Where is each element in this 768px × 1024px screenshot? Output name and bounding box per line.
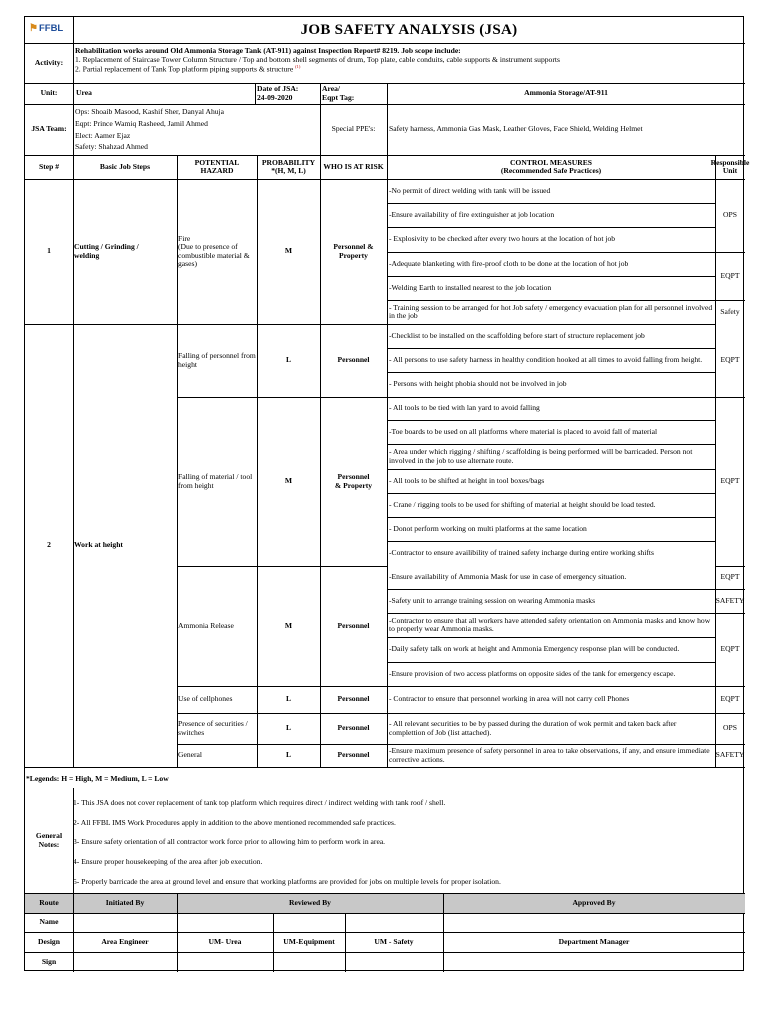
control-measure: -No permit of direct welding with tank will be issued (389, 185, 551, 195)
hazard: Fire (Due to presence of combustible material & gases) (178, 233, 250, 268)
team-member: Eqpt: Prince Wamiq Rasheed, Jamil Ahmed (75, 118, 208, 128)
control-measure: -Ensure availability of fire extinguisher at job location (389, 209, 555, 219)
responsible-unit: EQPT (720, 476, 740, 486)
probability: M (284, 620, 293, 630)
control-measure: -Adequate blanketing with fire-proof cloth to be done at the location of hot job (389, 258, 629, 268)
general-note: 3- Ensure safety orientation of all contractor work force prior to allowing him to perform work in area. (73, 837, 386, 846)
team-member: Safety: Shahzad Ahmed (75, 142, 148, 152)
who-at-risk: Personnel & Property (334, 472, 373, 490)
control-measure: - Area under which rigging / shifting / scaffolding is being performed will be barricaded. Person not involved in the job to use alternate route. (389, 447, 693, 465)
responsible-unit: EQPT (720, 355, 740, 365)
name-row-label: Name (39, 917, 59, 927)
design-row-label: Design (38, 936, 60, 946)
responsible-unit: OPS (723, 210, 737, 220)
control-measure: - All tools to be shifted at height in tool boxes/bags (389, 475, 545, 485)
design-um-equipment: UM-Equipment (283, 936, 335, 946)
responsible-unit: SAFETY (715, 595, 745, 605)
logo-text: FFBL (38, 22, 64, 34)
who-at-risk: Personnel & Property (333, 242, 374, 260)
probability: L (285, 355, 292, 365)
responsible-unit: EQPT (720, 270, 740, 280)
approved-by-header: Approved By (572, 897, 616, 907)
probability-legend: *Legends: H = High, M = Medium, L = Low (26, 773, 169, 783)
step-name: Cutting / Grinding / welding (74, 242, 139, 260)
jsa-team-members (75, 106, 318, 154)
special-ppe-value: Safety harness, Ammonia Gas Mask, Leather Gloves, Face Shield, Welding Helmet (389, 124, 643, 134)
team-member: Elect: Aamer Ejaz (75, 130, 131, 140)
jsa-team-label: JSA Team: (31, 124, 67, 134)
col-probability: PROBABILITY *(H, M, L) (261, 157, 316, 175)
general-notes-label: General Notes: (35, 831, 63, 849)
responsible-unit: EQPT (720, 644, 740, 654)
page-title: JOB SAFETY ANALYSIS (JSA) (300, 21, 518, 38)
route-header: Route (39, 897, 59, 907)
who-at-risk: Personnel (337, 355, 370, 365)
design-area-engineer: Area Engineer (101, 936, 149, 946)
who-at-risk: Personnel (337, 750, 370, 760)
control-measure: -Ensure maximum presence of safety personnel in area to take observations, if any, and ensure immediate corrective actions. (389, 746, 710, 764)
control-measure: -Safety unit to arrange training session on wearing Ammonia masks (389, 595, 596, 605)
control-measure: - Crane / rigging tools to be used for shifting of material at height should be load tested. (389, 499, 656, 509)
hazard: Falling of material / tool from height (178, 472, 253, 490)
probability: M (284, 476, 293, 486)
revision-marker: (1) (295, 64, 301, 69)
col-basic-steps: Basic Job Steps (99, 161, 151, 171)
unit-value: Urea (76, 88, 92, 98)
activity-scope-1: 1. Replacement of Staircase Tower Column Structure / Top and bottom shell segments of drum, Top plate, cable conduits, cable supports & instrument supports (75, 54, 560, 64)
col-hazard: POTENTIAL HAZARD (194, 157, 240, 175)
col-step: Step # (38, 161, 60, 171)
area-eqpt-label: Area/ Eqpt Tag: (322, 84, 355, 102)
team-member: Ops: Shoaib Masood, Kashif Sher, Danyal Ahuja (75, 107, 225, 116)
probability: L (285, 750, 292, 760)
control-measure: -Contractor to ensure that all workers have attended safety orientation on Ammonia masks and know how to properly wear Ammonia masks. (389, 615, 711, 633)
general-note: 4- Ensure proper housekeeping of the area after job execution. (73, 857, 263, 866)
jsa-form (24, 16, 750, 971)
activity-description (75, 47, 741, 81)
logo-mark-icon: ⚑ (29, 22, 38, 34)
control-measure: - Donot perform working on multi platforms at the same location (389, 523, 587, 533)
control-measure: - Persons with height phobia should not be involved in job (389, 379, 567, 389)
hazard: Presence of securities / switches (178, 719, 248, 737)
step-number: 1 (47, 246, 51, 256)
control-measure: -Toe boards to be used on all platforms where material is placed to avoid fall of material (389, 426, 658, 436)
general-note: 5- Properly barricade the area at ground level and ensure that working platforms are provided for jobs on multiple levels for proper isolation. (73, 877, 501, 886)
col-responsible: Responsible Unit (710, 157, 750, 175)
control-measure: - All tools to be tied with lan yard to avoid falling (389, 403, 540, 413)
hazard: Falling of personnel from height (178, 351, 256, 369)
design-department-manager: Department Manager (558, 936, 630, 946)
design-um-urea: UM- Urea (208, 936, 242, 946)
unit-label: Unit: (40, 88, 58, 98)
hazard: Ammonia Release (178, 620, 234, 630)
date-of-jsa: Date of JSA: 24-09-2020 (257, 85, 319, 103)
design-um-safety: UM - Safety (374, 936, 414, 946)
responsible-unit: EQPT (720, 694, 740, 704)
control-measure: - Contractor to ensure that personnel working in area will not carry cell Phones (389, 694, 630, 704)
who-at-risk: Personnel (337, 694, 370, 704)
responsible-unit: SAFETY (715, 750, 745, 760)
activity-heading: Rehabilitation works around Old Ammonia Storage Tank (AT-911) against Inspection Report# 8219. Job scope include: (75, 46, 461, 55)
probability: L (285, 723, 292, 733)
control-measure: - All persons to use safety harness in healthy condition hooked at all times to avoid falling from height. (389, 354, 703, 364)
control-measure: -Contractor to ensure availibility of trained safety incharge during entire working shifts (389, 548, 654, 558)
control-measure: -Ensure provision of two access platforms on opposite sides of the tank for emergency escape. (389, 668, 676, 678)
control-measure: - Explosivity to be checked after every two hours at the location of hot job (389, 234, 616, 244)
probability: L (285, 694, 292, 704)
who-at-risk: Personnel (337, 723, 370, 733)
col-who-at-risk: WHO IS AT RISK (323, 161, 384, 171)
step-name: Work at height (74, 540, 123, 550)
control-measure: - Training session to be arranged for hot Job safety / emergency evacuation plan for all personnel involved in the job (389, 302, 713, 320)
reviewed-by-header: Reviewed By (289, 897, 331, 907)
probability: M (284, 246, 293, 256)
responsible-unit: EQPT (720, 572, 740, 582)
control-measure: -Ensure availability of Ammonia Mask for use in case of emergency situation. (389, 572, 627, 582)
general-note: 2- All FFBL IMS Work Procedures apply in addition to the above mentioned recommended safe practices. (73, 818, 396, 827)
control-measure: -Checklist to be installed on the scaffolding before start of structure replacement job (389, 330, 645, 340)
area-value: Ammonia Storage/AT-911 (524, 88, 608, 98)
control-measure: -Daily safety talk on work at height and Ammonia Emergency response plan will be conducted. (389, 644, 680, 654)
initiated-by-header: Initiated By (105, 897, 145, 907)
col-control-measures: CONTROL MEASURES (Recommended Safe Practices) (500, 157, 602, 175)
responsible-unit: Safety (720, 306, 740, 316)
hazard: Use of cellphones (178, 694, 233, 704)
general-note: 1- This JSA does not cover replacement of tank top platform which requires direct / indirect welding with tank roof / shell. (73, 798, 446, 807)
who-at-risk: Personnel (337, 620, 370, 630)
step-number: 2 (47, 540, 51, 550)
activity-scope-2: 2. Partial replacement of Tank Top platform piping supports & structure $^{(1)}$ (75, 64, 301, 74)
control-measure: - All relevant securities to be by passed during the duration of wok permit and taken back after complettion of Job (list attached). (389, 719, 677, 737)
hazard: General (178, 750, 203, 760)
sign-row-label: Sign (41, 956, 57, 966)
responsible-unit: OPS (723, 723, 737, 733)
control-measure: -Welding Earth to installed nearest to the job location (389, 282, 552, 292)
date-value: 24-09-2020 (257, 92, 293, 102)
special-ppe-label: Special PPE's: (331, 124, 376, 134)
ffbl-logo (29, 21, 73, 35)
activity-label: Activity: (34, 57, 64, 67)
